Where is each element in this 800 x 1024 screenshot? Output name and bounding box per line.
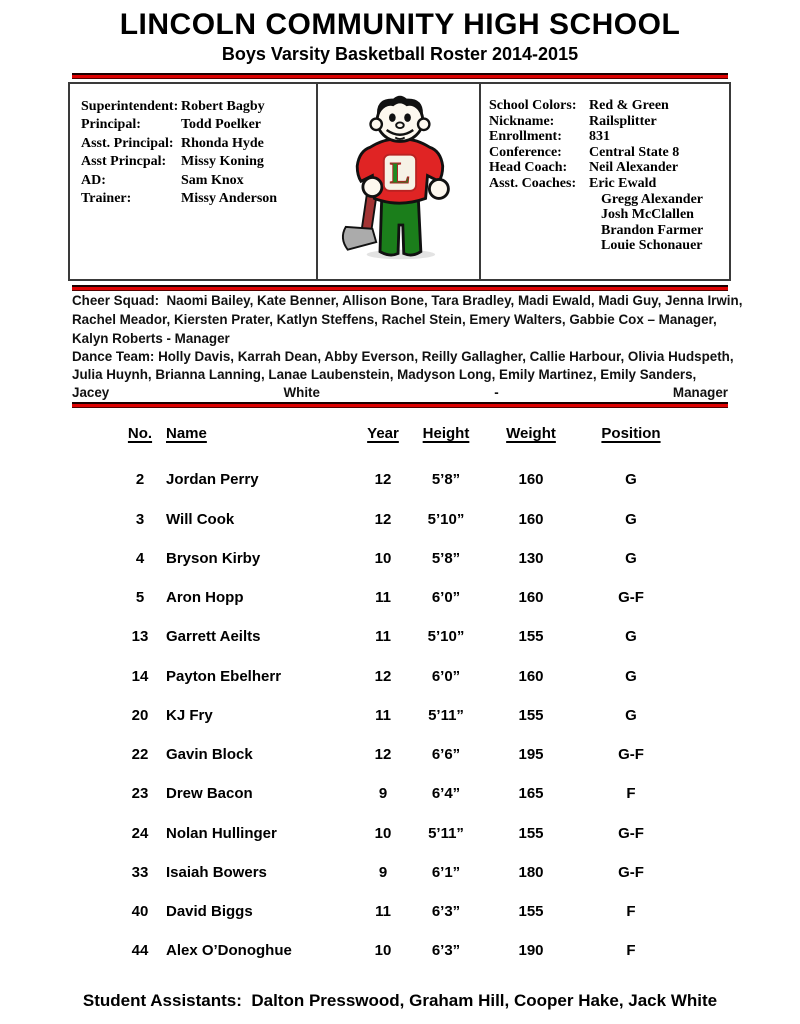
player-weight: 160 (518, 510, 544, 528)
player-number: 44 (131, 942, 149, 960)
player-weight: 160 (518, 667, 544, 685)
admin-value: Sam Knox (181, 172, 244, 188)
player-year: 10 (374, 824, 392, 842)
player-number: 4 (135, 549, 145, 567)
player-height: 5’11” (428, 706, 464, 724)
admin-value: Rhonda Hyde (181, 135, 264, 151)
player-position: G-F (618, 863, 644, 881)
student-assistants-line: Student Assistants: Dalton Presswood, Graham Hill, Cooper Hake, Jack White (82, 990, 718, 1010)
player-year: 12 (374, 746, 392, 764)
admin-row (81, 153, 312, 171)
player-year: 11 (375, 903, 391, 921)
dance-word: White (283, 385, 320, 401)
player-weight: 195 (518, 746, 544, 764)
school-fact-row (489, 98, 727, 114)
player-height: 6’1” (431, 863, 461, 881)
player-year: 12 (374, 471, 392, 489)
cheer-line: Kalyn Roberts - Manager (72, 330, 230, 346)
player-name: Bryson Kirby (166, 549, 261, 567)
player-position: G-F (618, 746, 644, 764)
school-fact-value: Railsplitter (589, 113, 657, 129)
school-fact-value: Eric Ewald (589, 175, 657, 191)
dance-word: - (494, 385, 499, 401)
dance-justified-line (72, 384, 728, 402)
roster-row (122, 785, 800, 824)
player-weight: 160 (518, 589, 544, 607)
player-weight: 130 (518, 549, 544, 567)
cheer-line: Rachel Meador, Kiersten Prater, Katlyn Steffens, Rachel Stein, Emery Walters, Gabbie Cox – Manager, (72, 311, 717, 327)
roster-row (122, 825, 800, 864)
dance-line: Julia Huynh, Brianna Lanning, Lanae Laubenstein, Madyson Long, Emily Martinez, Emily Sanders, (72, 367, 697, 383)
roster-subtitle: Boys Varsity Basketball Roster 2014-2015 (221, 44, 579, 64)
school-fact-row (489, 145, 727, 161)
admin-value: Missy Anderson (181, 191, 278, 207)
roster-table (122, 425, 800, 981)
header-weight: Weight (506, 425, 556, 443)
header-no: No. (127, 425, 153, 443)
school-fact-label: Enrollment: (489, 129, 562, 145)
player-name: Isaiah Bowers (166, 863, 267, 881)
school-fact-label: School Colors: (489, 98, 577, 113)
player-name: Gavin Block (166, 746, 253, 764)
player-weight: 160 (518, 471, 544, 489)
roster-row (122, 746, 800, 785)
roster-row (122, 668, 800, 707)
admin-value: Todd Poelker (181, 117, 261, 133)
cheer-line: Cheer Squad: Naomi Bailey, Kate Benner, Allison Bone, Tara Bradley, Madi Ewald, Madi Guy, Jenna Irwin, (72, 293, 743, 308)
player-height: 6’3” (431, 903, 461, 921)
admin-label: Superintendent: (81, 99, 179, 114)
player-height: 5’11” (428, 824, 464, 842)
player-number: 5 (135, 589, 145, 607)
player-year: 10 (374, 942, 392, 960)
roster-header-row (122, 425, 800, 443)
player-position: G (625, 471, 637, 489)
admin-label: AD: (81, 172, 106, 188)
roster-row (122, 628, 800, 667)
player-height: 6’0” (431, 589, 461, 607)
dance-word: Manager (672, 385, 728, 401)
player-name: KJ Fry (166, 706, 213, 724)
admin-row (81, 190, 312, 208)
player-position: G (625, 667, 637, 685)
header-position: Position (601, 425, 661, 443)
player-number: 22 (131, 746, 149, 764)
player-weight: 155 (518, 706, 544, 724)
player-year: 10 (374, 549, 392, 567)
player-height: 5’8” (431, 471, 461, 489)
mascot-letter: L (389, 156, 410, 191)
admin-label: Asst Princpal: (81, 154, 167, 170)
school-fact-label: Nickname: (489, 113, 555, 129)
admin-label: Principal: (81, 117, 141, 133)
roster-row (122, 707, 800, 746)
school-info-box (68, 82, 731, 281)
dance-line: Dance Team: Holly Davis, Karrah Dean, Abby Everson, Reilly Gallagher, Callie Harbour, Olivia Hudspeth, (72, 349, 734, 365)
player-position: F (626, 903, 636, 921)
roster-row (122, 903, 800, 942)
school-facts-cell (481, 84, 729, 279)
player-number: 24 (131, 824, 149, 842)
player-name: Garrett Aeilts (166, 628, 261, 646)
player-number: 40 (131, 903, 149, 921)
cheer-squad-paragraph (72, 292, 743, 348)
dance-team-paragraph (72, 348, 734, 402)
player-height: 6’4” (431, 785, 461, 803)
roster-rows (122, 471, 800, 981)
player-name: Drew Bacon (166, 785, 253, 803)
player-year: 9 (378, 785, 388, 803)
school-title: LINCOLN COMMUNITY HIGH SCHOOL (119, 8, 681, 41)
player-weight: 155 (518, 824, 544, 842)
school-fact-row (489, 114, 727, 130)
assistant-coach-name: Gregg Alexander (601, 191, 704, 207)
player-position: G (625, 549, 637, 567)
header-name: Name (166, 425, 207, 443)
player-weight: 155 (518, 628, 544, 646)
school-fact-value: 831 (589, 129, 610, 145)
school-fact-value: Neil Alexander (589, 160, 679, 176)
roster-row (122, 550, 800, 589)
assistant-coach-name: Josh McClallen (601, 207, 694, 223)
player-position: G (625, 628, 637, 646)
player-number: 23 (131, 785, 149, 803)
player-name: Aron Hopp (166, 589, 244, 607)
school-fact-label: Conference: (489, 144, 562, 160)
header-year: Year (367, 425, 399, 443)
admin-row (81, 172, 312, 190)
player-position: G-F (618, 589, 644, 607)
roster-row (122, 589, 800, 628)
red-divider-top (72, 73, 728, 79)
player-height: 5’10” (427, 510, 465, 528)
admin-label: Trainer: (81, 191, 132, 207)
roster-row (122, 511, 800, 550)
player-name: Alex O’Donoghue (166, 942, 292, 960)
player-name: Nolan Hullinger (166, 824, 277, 842)
player-weight: 165 (518, 785, 544, 803)
player-position: G (625, 706, 637, 724)
player-name: Payton Ebelherr (166, 667, 282, 685)
player-year: 9 (378, 863, 388, 881)
school-fact-label: Asst. Coaches: (489, 175, 577, 191)
player-year: 11 (375, 589, 391, 607)
school-fact-row (489, 176, 727, 192)
player-number: 33 (131, 863, 149, 881)
player-height: 6’6” (431, 746, 461, 764)
roster-row (122, 864, 800, 903)
player-number: 20 (131, 706, 149, 724)
player-height: 6’0” (431, 667, 461, 685)
red-divider-middle (72, 285, 728, 291)
roster-row (122, 471, 800, 510)
administration-cell (70, 84, 318, 279)
railsplitter-mascot-icon (323, 92, 475, 263)
player-height: 5’8” (431, 549, 461, 567)
player-weight: 190 (518, 942, 544, 960)
roster-row (122, 942, 800, 981)
player-number: 13 (131, 628, 149, 646)
player-height: 5’10” (427, 628, 465, 646)
admin-value: Robert Bagby (181, 99, 265, 114)
player-name: David Biggs (166, 903, 253, 921)
school-fact-row (489, 129, 727, 145)
assistant-coach-name: Brandon Farmer (601, 222, 704, 238)
admin-row (81, 116, 312, 134)
player-name: Jordan Perry (166, 471, 259, 489)
player-number: 14 (131, 667, 149, 685)
red-divider-bottom (72, 402, 728, 408)
player-year: 11 (375, 706, 391, 724)
player-year: 12 (374, 667, 392, 685)
school-fact-value: Central State 8 (589, 144, 680, 160)
player-weight: 180 (518, 863, 544, 881)
header-height: Height (422, 425, 470, 443)
player-weight: 155 (518, 903, 544, 921)
admin-label: Asst. Principal: (81, 135, 174, 151)
admin-value: Missy Koning (181, 154, 264, 170)
player-name: Will Cook (166, 510, 235, 528)
player-position: G (625, 510, 637, 528)
player-position: F (626, 942, 636, 960)
player-year: 11 (375, 628, 391, 646)
player-position: F (626, 785, 636, 803)
player-year: 12 (374, 510, 392, 528)
assistant-coach-name: Louie Schonauer (601, 238, 703, 254)
player-position: G-F (618, 824, 644, 842)
dance-word: Jacey (72, 385, 110, 401)
school-fact-row (489, 160, 727, 176)
player-number: 3 (135, 510, 145, 528)
school-fact-value: Red & Green (589, 98, 669, 113)
school-fact-label: Head Coach: (489, 160, 568, 176)
player-number: 2 (135, 471, 145, 489)
admin-row (81, 135, 312, 153)
player-height: 6’3” (431, 942, 461, 960)
admin-row (81, 98, 312, 116)
mascot-cell (318, 84, 481, 279)
